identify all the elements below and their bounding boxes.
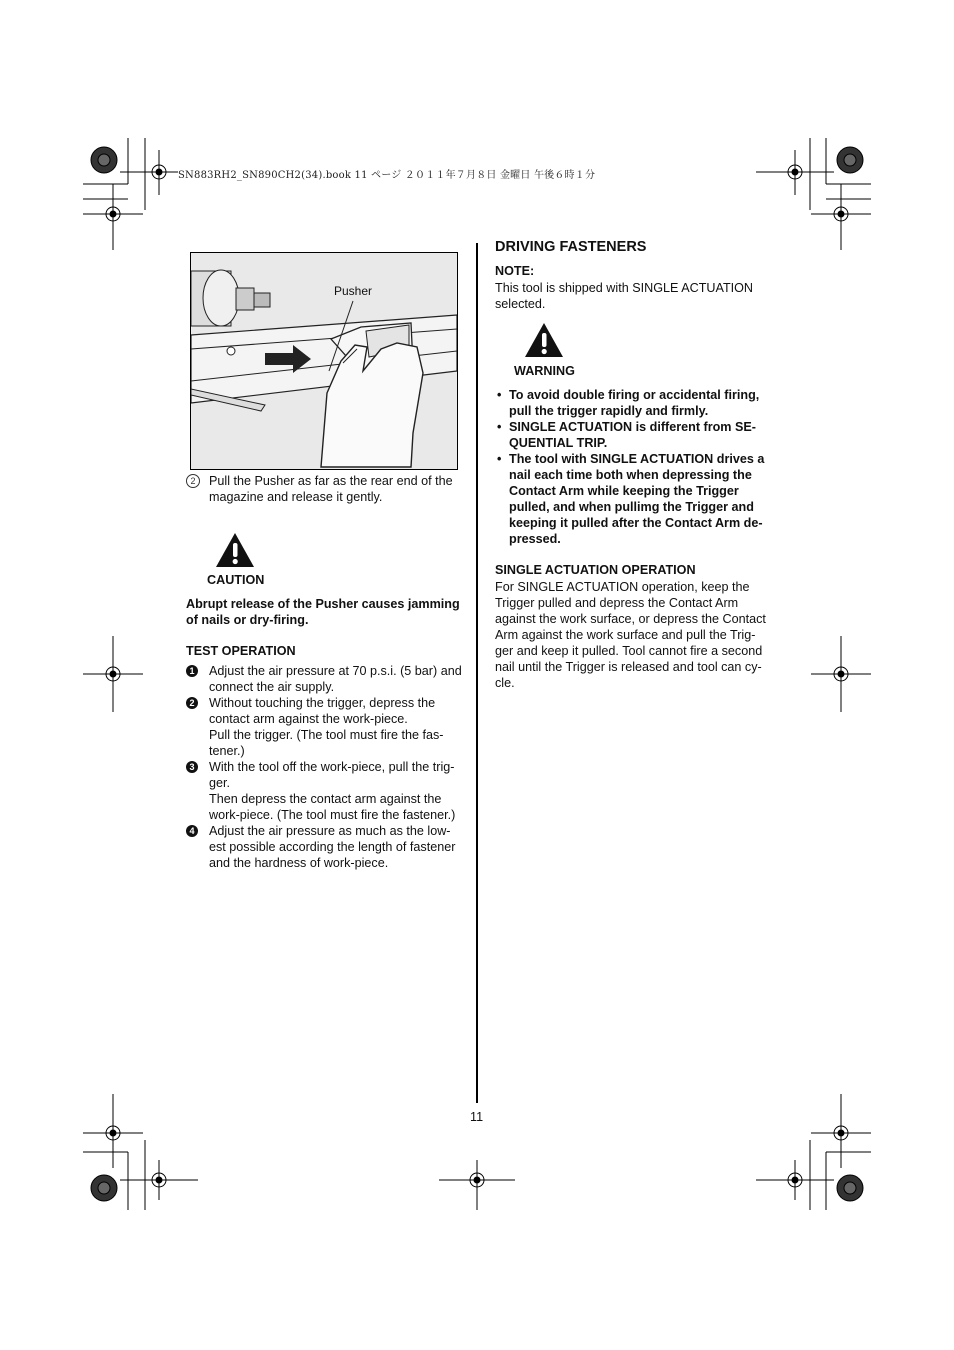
- step-line: connect the air supply.: [209, 680, 335, 694]
- caution-label: CAUTION: [207, 573, 265, 587]
- bullet-dot-icon: •: [497, 388, 502, 402]
- warning-bullet: [495, 387, 780, 419]
- test-operation-steps: [186, 663, 471, 871]
- bullet-line: Contact Arm while keeping the Trigger: [509, 484, 739, 498]
- single-actuation-heading: SINGLE ACTUATION OPERATION: [495, 563, 696, 577]
- bullet-line: QUENTIAL TRIP.: [509, 436, 608, 450]
- step-number-badge: 2: [186, 697, 198, 709]
- book-file-header: SN883RH2_SN890CH2(34).book 11 ページ ２０１１年７月８日 金曜日 午後６時１分: [178, 170, 596, 181]
- step-line: With the tool off the work-piece, pull the trig-: [209, 760, 455, 774]
- driving-fasteners-heading: DRIVING FASTENERS: [495, 239, 647, 255]
- step-number-badge: 3: [186, 761, 198, 773]
- paragraph-line: Trigger pulled and depress the Contact Arm: [495, 596, 739, 610]
- note-line: This tool is shipped with SINGLE ACTUATION: [495, 281, 754, 295]
- bullet-line: To avoid double firing or accidental firing,: [509, 388, 760, 402]
- test-operation-heading: TEST OPERATION: [186, 644, 296, 658]
- paragraph-line: nail until the Trigger is released and tool can cy-: [495, 660, 762, 674]
- figure-step-line: Pull the Pusher as far as the rear end of the: [209, 474, 453, 488]
- figure-step-line: magazine and release it gently.: [209, 490, 383, 504]
- test-step: [186, 663, 471, 695]
- step-line: contact arm against the work-piece.: [209, 712, 408, 726]
- step-line: Adjust the air pressure at 70 p.s.i. (5 bar) and: [209, 664, 462, 678]
- bullet-line: pull the trigger rapidly and firmly.: [509, 404, 709, 418]
- step-line: est possible according the length of fastener: [209, 840, 456, 854]
- paragraph-line: For SINGLE ACTUATION operation, keep the: [495, 580, 750, 594]
- warning-label: WARNING: [514, 364, 575, 378]
- pusher-illustration: [190, 252, 458, 470]
- figure-step-2: [186, 473, 466, 505]
- step-marker: 2: [186, 474, 200, 488]
- single-actuation-text: [495, 579, 780, 691]
- figure-callout-pusher: Pusher: [334, 284, 373, 298]
- column-divider: [476, 243, 478, 1103]
- caution-line: of nails or dry-firing.: [186, 613, 309, 627]
- paragraph-line: cle.: [495, 676, 515, 690]
- step-line: Adjust the air pressure as much as the low-: [209, 824, 451, 838]
- step-line: Then depress the contact arm against the: [209, 792, 442, 806]
- page-number: 11: [470, 1110, 484, 1124]
- caution-line: Abrupt release of the Pusher causes jamming: [186, 597, 460, 611]
- test-step: [186, 759, 471, 823]
- bullet-dot-icon: •: [497, 452, 502, 466]
- step-line: and the hardness of work-piece.: [209, 856, 389, 870]
- step-line: work-piece. (The tool must fire the fastener.): [209, 808, 456, 822]
- step-line: Pull the trigger. (The tool must fire the fas-: [209, 728, 444, 742]
- note-line: selected.: [495, 297, 546, 311]
- test-step: [186, 823, 471, 871]
- bullet-line: SINGLE ACTUATION is different from SE-: [509, 420, 756, 434]
- bullet-line: pressed.: [509, 532, 561, 546]
- caution-text: [186, 596, 466, 628]
- bullet-line: pulled, and when pullimg the Trigger and: [509, 500, 754, 514]
- note-label: NOTE:: [495, 264, 535, 278]
- step-number-badge: 4: [186, 825, 198, 837]
- paragraph-line: Arm against the work surface and pull the Trig-: [495, 628, 756, 642]
- bullet-line: keeping it pulled after the Contact Arm de-: [509, 516, 763, 530]
- warning-bullet: [495, 451, 780, 547]
- note-text: [495, 280, 780, 312]
- paragraph-line: ger and keep it pulled. Tool cannot fire a second: [495, 644, 763, 658]
- test-step: [186, 695, 471, 759]
- step-line: tener.): [209, 744, 245, 758]
- paragraph-line: against the work surface, or depress the Contact: [495, 612, 766, 626]
- step-number-badge: 1: [186, 665, 198, 677]
- warning-bullets: [495, 387, 780, 547]
- bullet-line: nail each time both when depressing the: [509, 468, 752, 482]
- warning-bullet: [495, 419, 780, 451]
- caution-triangle-icon: [214, 531, 256, 569]
- bullet-line: The tool with SINGLE ACTUATION drives a: [509, 452, 765, 466]
- step-line: Without touching the trigger, depress the: [209, 696, 436, 710]
- step-line: ger.: [209, 776, 231, 790]
- warning-triangle-icon: [523, 321, 565, 359]
- bullet-dot-icon: •: [497, 420, 502, 434]
